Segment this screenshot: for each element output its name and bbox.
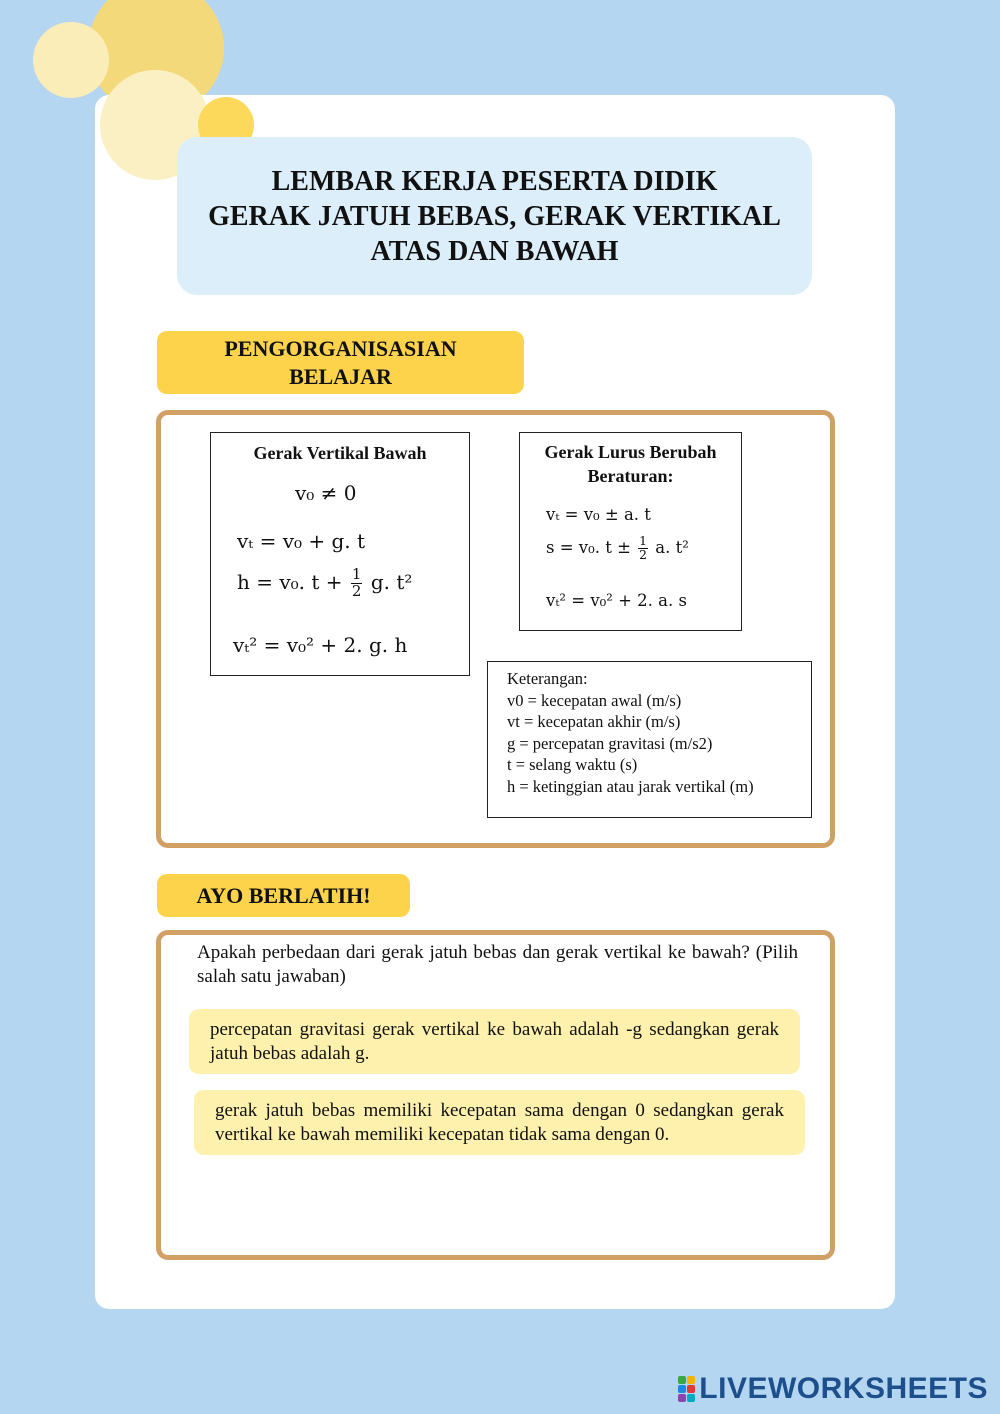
equation-part: h = v₀. t +	[237, 569, 343, 594]
logo-square	[678, 1376, 686, 1384]
brand-name: LIVEWORKSHEETS	[699, 1372, 988, 1405]
legend-box	[487, 661, 812, 818]
legend-item: vt = kecepatan akhir (m/s)	[507, 712, 681, 731]
equation-height	[237, 567, 412, 600]
answer-option-text: gerak jatuh bebas memiliki kecepatan sama dengan 0 sedangkan gerak vertikal ke bawah memiliki kecepatan tidak sama dengan 0.	[215, 1099, 784, 1145]
logo-square	[678, 1394, 686, 1402]
fraction-numerator: 1	[639, 534, 648, 548]
equation-part: s = v₀. t ±	[546, 538, 631, 557]
formula-box-vertical-down	[210, 432, 470, 676]
formula-box-glbb	[519, 432, 742, 631]
fraction-half	[638, 535, 648, 562]
logo-square	[687, 1376, 695, 1384]
equation-part: a. t²	[655, 538, 689, 557]
formula-box-title: Gerak Vertikal Bawah	[253, 443, 427, 463]
legend-item: v0 = kecepatan awal (m/s)	[507, 690, 682, 710]
section-label-text: AYO BERLATIH!	[196, 882, 371, 908]
liveworksheets-logo-icon	[678, 1376, 695, 1402]
equation-displacement	[546, 535, 689, 562]
fraction-denominator: 2	[351, 581, 362, 600]
legend-heading: Keterangan:	[507, 669, 588, 688]
formula-box-title-line-1: Gerak Lurus Berubah	[544, 442, 717, 462]
logo-square	[687, 1385, 695, 1393]
legend-item: t = selang waktu (s)	[507, 755, 638, 774]
liveworksheets-brand[interactable]	[678, 1372, 988, 1406]
section-label-line-2: BELAJAR	[289, 363, 392, 389]
title-line-3: ATAS DAN BAWAH	[370, 235, 619, 267]
section-label-organization	[157, 331, 524, 394]
question-text: Apakah perbedaan dari gerak jatuh bebas dan gerak vertikal ke bawah? (Pilih salah satu jawaban)	[197, 942, 798, 987]
answer-option-text: percepatan gravitasi gerak vertikal ke bawah adalah -g sedangkan gerak jatuh bebas adalah g.	[210, 1018, 779, 1064]
answer-option-2[interactable]	[194, 1090, 805, 1155]
fraction-denominator: 2	[639, 548, 648, 562]
section-label-practice	[157, 874, 410, 917]
equation-vt-squared: vₜ² = v₀² + 2. a. s	[546, 591, 687, 610]
equation-v0: v₀ ≠ 0	[295, 481, 357, 505]
equation-vt: vₜ = v₀ ± a. t	[546, 505, 651, 524]
logo-square	[678, 1385, 686, 1393]
title-line-1: LEMBAR KERJA PESERTA DIDIK	[271, 165, 718, 197]
fraction-numerator: 1	[351, 565, 362, 583]
section-label-line-1: PENGORGANISASIAN	[224, 335, 457, 361]
equation-vt: vₜ = v₀ + g. t	[237, 529, 366, 553]
page-title	[177, 137, 812, 295]
equation-part: g. t²	[370, 569, 413, 594]
decor-bubble-small	[33, 22, 109, 98]
title-line-2: GERAK JATUH BEBAS, GERAK VERTIKAL	[208, 200, 781, 232]
logo-square	[687, 1394, 695, 1402]
answer-option-1[interactable]	[189, 1009, 800, 1074]
fraction-half	[351, 567, 363, 600]
legend-item: h = ketinggian atau jarak vertikal (m)	[507, 776, 754, 796]
formula-box-title	[520, 440, 741, 488]
formula-box-title-line-2: Beraturan:	[587, 466, 674, 486]
equation-vt-squared: vₜ² = v₀² + 2. g. h	[233, 633, 408, 657]
legend-item: g = percepatan gravitasi (m/s2)	[507, 733, 713, 753]
